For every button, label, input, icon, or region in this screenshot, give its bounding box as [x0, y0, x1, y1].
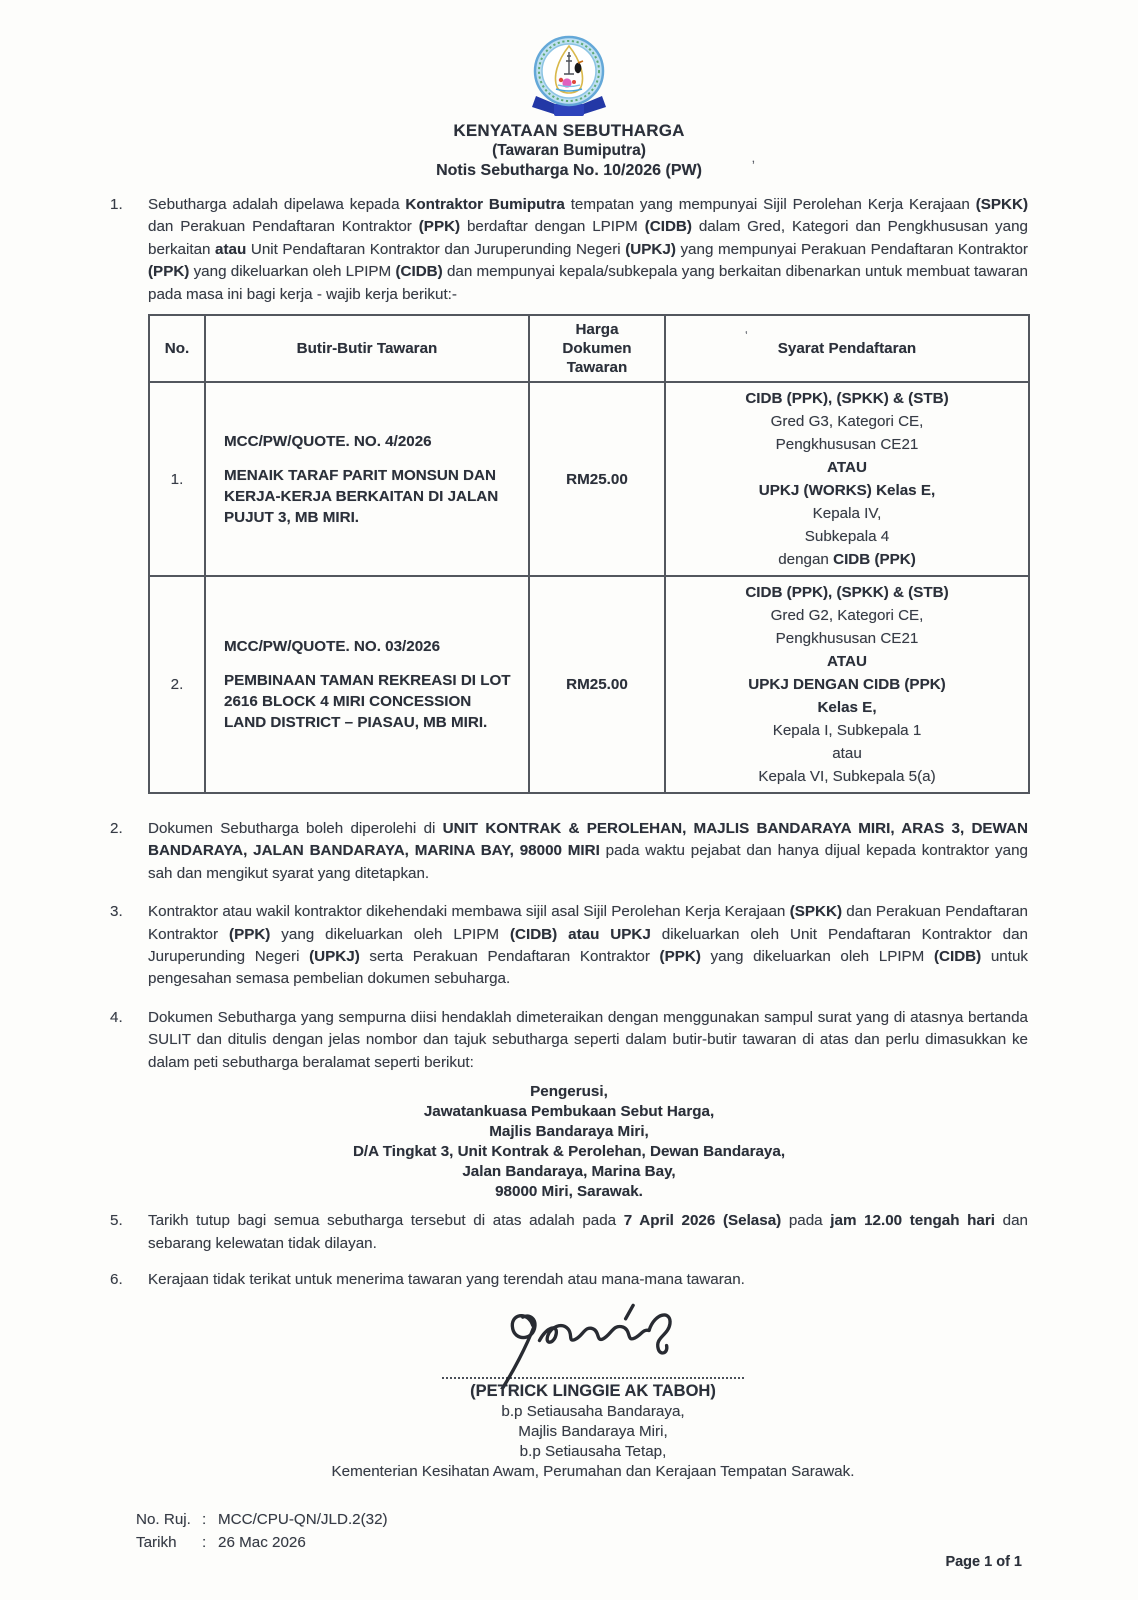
document-footer — [136, 1508, 1028, 1554]
col-header-no: No. — [149, 315, 205, 382]
paragraph-5-text: Tarikh tutup bagi semua sebutharga tersebut di atas adalah pada 7 April 2026 (Selasa) pada jam 12.00 tengah hari dan sebarang kelewatan tidak dilayan. — [148, 1212, 1028, 1252]
document-body — [110, 194, 1028, 1554]
paragraph-5-number: 5. — [110, 1212, 123, 1230]
paragraph-3-number: 3. — [110, 903, 123, 921]
row-2-number: 2. — [149, 576, 205, 793]
scan-artifact-mark: ʽ — [745, 329, 748, 343]
notice-number: Notis Sebutharga No. 10/2026 (PW) — [436, 162, 702, 179]
paragraph-2-text: Dokumen Sebutharga boleh diperolehi di UNIT KONTRAK & PEROLEHAN, MAJLIS BANDARAYA MIRI, ARAS 3, DEWAN BANDARAYA, JALAN BANDARAYA, MARINA BAY, 98000 MIRI pada waktu pejabat dan hanya dijual kepada kontraktor yang sah dan mengikut syarat yang ditetapkan. — [148, 820, 1028, 882]
row-1-number: 1. — [149, 382, 205, 576]
paragraph-4 — [110, 1007, 1028, 1074]
city-council-emblem-icon — [0, 34, 1138, 120]
date-label: Tarikh — [136, 1534, 177, 1552]
date-row — [136, 1531, 1028, 1554]
signatory-titles: b.p Setiausaha Bandaraya, Majlis Bandaraya Miri, b.p Setiausaha Tetap, Kementerian Kesihatan Awam, Perumahan dan Kerajaan Tempatan Sarawak. — [331, 1403, 855, 1481]
row-2-registration-requirements: CIDB (PPK), (SPKK) & (STB) Gred G2, Kategori CE, Pengkhususan CE21 ATAU UPKJ DENGAN CIDB (PPK) Kelas E, Kepala I, Subkepala 1 atau Kepala VI, Subkepala 5(a) — [665, 576, 1029, 793]
row-1-work-title: MENAIK TARAF PARIT MONSUN DAN KERJA-KERJA BERKAITAN DI JALAN PUJUT 3, MB MIRI. — [224, 466, 499, 526]
date-value: 26 Mac 2026 — [218, 1534, 306, 1552]
paragraph-4-text: Dokumen Sebutharga yang sempurna diisi hendaklah dimeteraikan dengan menggunakan sampul surat yang di atasnya bertanda SULIT dan ditulis dengan jelas nombor dan tajuk sebutharga seperti dalam butir-butir tawaran di atas dan perlu dimasukkan ke dalam peti sebutharga beralamat seperti berikut: — [148, 1008, 1028, 1071]
reference-separator: : — [202, 1511, 207, 1529]
row-2-tender-details — [205, 576, 529, 793]
row-2-quote-ref: MCC/PW/QUOTE. NO. 03/2026 — [224, 638, 441, 656]
document-header — [0, 0, 1138, 181]
signature-scribble — [443, 1297, 743, 1389]
page-number: Page 1 of 1 — [945, 1554, 1022, 1570]
paragraph-2-number: 2. — [110, 820, 123, 838]
signature-dotted-line — [442, 1377, 744, 1379]
signature-block — [134, 1297, 1052, 1482]
reference-number-row — [136, 1508, 1028, 1531]
date-separator: : — [202, 1534, 207, 1552]
paragraph-1 — [110, 194, 1028, 306]
scan-artifact-mark: ʼ — [752, 158, 755, 173]
document-subtitle: (Tawaran Bumiputra) — [492, 142, 646, 159]
table-row-2 — [149, 576, 1029, 793]
quotation-table — [148, 314, 1030, 794]
row-1-quote-ref: MCC/PW/QUOTE. NO. 4/2026 — [224, 432, 432, 450]
row-1-document-price: RM25.00 — [529, 382, 665, 576]
reference-value: MCC/CPU-QN/JLD.2(32) — [218, 1511, 388, 1529]
row-1-registration-requirements: CIDB (PPK), (SPKK) & (STB) Gred G3, Kategori CE, Pengkhususan CE21 ATAU UPKJ (WORKS) Kelas E, Kepala IV, Subkepala 4 dengan CIDB (PPK) — [665, 382, 1029, 576]
paragraph-1-text: Sebutharga adalah dipelawa kepada Kontraktor Bumiputra tempatan yang mempunyai Sijil Perolehan Kerja Kerajaan (SPKK) dan Perakuan Pendaftaran Kontraktor (PPK) berdaftar dengan LPIPM (CIDB) dalam Gred, Kategori dan Pengkhususan yang berkaitan atau Unit Pendaftaran Kontraktor dan Juruperunding Negeri (UPKJ) yang mempunyai Perakuan Pendaftaran Kontraktor (PPK) yang dikeluarkan oleh LPIPM (CIDB) dan mempunyai kepala/subkepala yang berkaitan dibenarkan untuk membuat tawaran pada masa ini bagi kerja - wajib kerja berikut:- — [148, 196, 1028, 303]
paragraph-6-number: 6. — [110, 1270, 123, 1288]
paragraph-2 — [110, 818, 1028, 885]
paragraph-1-number: 1. — [110, 196, 123, 213]
paragraph-4-number: 4. — [110, 1008, 123, 1026]
table-header-row — [149, 315, 1029, 382]
table-row-1 — [149, 382, 1029, 576]
col-header-syarat: Syarat Pendaftaran — [665, 315, 1029, 382]
row-2-work-title: PEMBINAAN TAMAN REKREASI DI LOT 2616 BLOCK 4 MIRI CONCESSION LAND DISTRICT – PIASAU, MB MIRI. — [224, 672, 511, 732]
paragraph-5 — [110, 1210, 1028, 1255]
col-header-harga: Harga Dokumen Tawaran — [529, 315, 665, 382]
paragraph-6 — [110, 1269, 1028, 1291]
document-title: KENYATAAN SEBUTHARGA — [453, 121, 685, 140]
reference-label: No. Ruj. — [136, 1511, 191, 1529]
paragraph-3 — [110, 901, 1028, 991]
signatory-name: (PETRICK LINGGIE AK TABOH) — [470, 1382, 716, 1401]
row-1-tender-details — [205, 382, 529, 576]
submission-address: Pengerusi, Jawatankuasa Pembukaan Sebut Harga, Majlis Bandaraya Miri, D/A Tingkat 3, Unit Kontrak & Perolehan, Dewan Bandaraya, Jalan Bandaraya, Marina Bay, 98000 Miri, Sarawak. — [352, 1083, 786, 1201]
row-2-document-price: RM25.00 — [529, 576, 665, 793]
paragraph-3-text: Kontraktor atau wakil kontraktor dikehendaki membawa sijil asal Sijil Perolehan Kerja Kerajaan (SPKK) dan Perakuan Pendaftaran Kontraktor (PPK) yang dikeluarkan oleh LPIPM (CIDB) atau UPKJ dikeluarkan oleh Unit Pendaftaran Kontraktor dan Juruperunding Negeri (UPKJ) serta Perakuan Pendaftaran Kontraktor (PPK) yang dikeluarkan oleh LPIPM (CIDB) untuk pengesahan semasa pembelian dokumen sebuharga. — [148, 903, 1029, 988]
paragraph-6-text: Kerajaan tidak terikat untuk menerima tawaran yang terendah atau mana-mana tawaran. — [148, 1270, 745, 1288]
col-header-butir: Butir-Butir Tawaran — [205, 315, 529, 382]
